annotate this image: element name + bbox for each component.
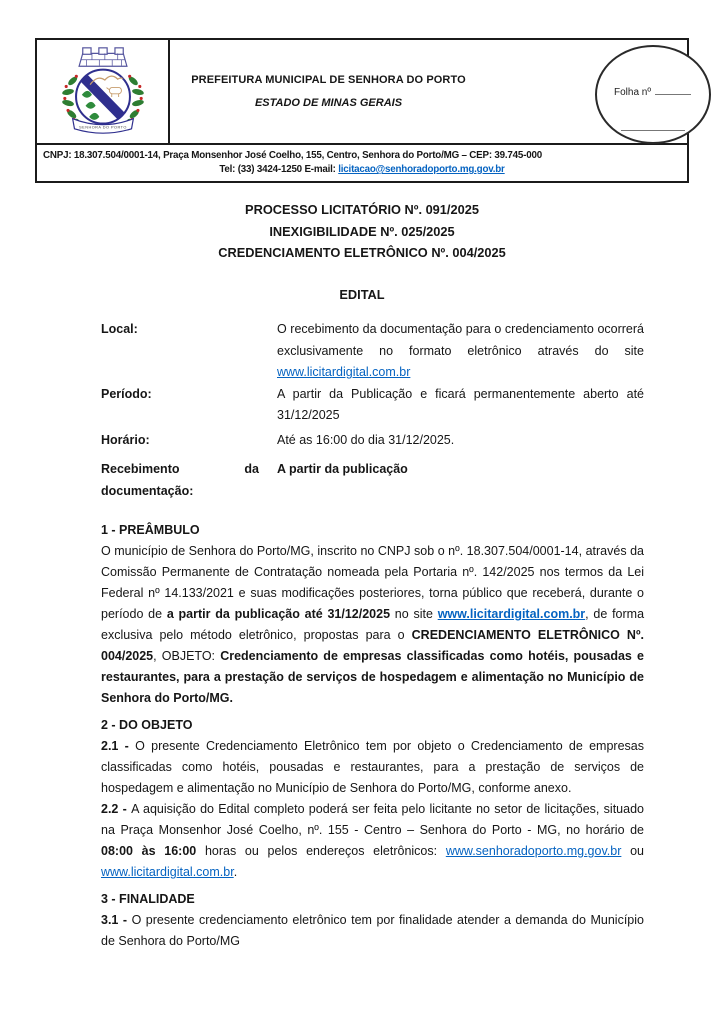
email-link[interactable]: licitacao@senhoradoporto.mg.gov.br	[338, 164, 505, 175]
text-segment: 3.1 -	[101, 913, 132, 927]
org-state: ESTADO DE MINAS GERAIS	[254, 97, 403, 109]
text-segment: 2.1 -	[101, 739, 136, 753]
text-segment: , de forma exclusiva pelo método eletrônico, propostas para o	[101, 607, 645, 642]
info-value	[277, 459, 644, 481]
logo-cell	[37, 40, 170, 143]
inexigibilidade-line: INEXIGIBILIDADE Nº. 025/2025	[269, 223, 455, 239]
edital-heading: EDITAL	[339, 286, 385, 302]
text-segment: , OBJETO:	[153, 649, 221, 663]
text-segment: Até as 16:00 do dia 31/12/2025.	[277, 432, 455, 447]
hyperlink[interactable]: www.senhoradoporto.mg.gov.br	[445, 844, 622, 858]
folha-label: Folha nº	[614, 83, 691, 98]
text-segment: O município de Senhora do Porto/MG, inscrito no CNPJ sob o nº. 18.307.504/0001-14, através da Comissão Permanente de Contratação nomeada pela Portaria nº. 142/2025 nos termos da Lei Federal nº 14.133/2021 e suas modificações posteriores, torna público que receberá, durante o período de	[101, 544, 644, 621]
hyperlink[interactable]: www.licitardigital.com.br	[101, 865, 234, 879]
org-title-cell	[170, 40, 487, 143]
text-segment: 08:00 às 16:00	[101, 844, 197, 858]
text-segment: Credenciamento de empresas classificadas como hotéis, pousadas e restaurantes, para a prestação de serviços de hospedagem e alimentação no Município de Senhora do Porto/MG.	[101, 649, 644, 705]
info-row-local	[101, 319, 644, 384]
text-segment: a partir da publicação até 31/12/2025	[166, 607, 391, 621]
section-heading: 2 - DO OBJETO	[101, 718, 193, 732]
info-row-periodo	[101, 384, 644, 427]
document-header-table	[35, 38, 689, 183]
mural-crown-icon	[79, 47, 127, 65]
phone-email-line	[41, 164, 683, 175]
text-segment: ou	[621, 844, 644, 858]
info-label: Local:	[101, 322, 138, 336]
folha-number-stamp	[595, 45, 711, 144]
section-heading: 3 - FINALIDADE	[101, 892, 195, 906]
paragraph	[101, 799, 644, 883]
summary-info-block	[101, 319, 644, 502]
text-segment: A partir da publicação	[277, 462, 408, 476]
credenciamento-line: CREDENCIAMENTO ELETRÔNICO Nº. 004/2025	[218, 245, 506, 260]
header-top-row	[37, 40, 687, 143]
text-segment: .	[233, 865, 238, 879]
text-segment: CREDENCIAMENTO ELETRÔNICO Nº. 004/2025	[101, 628, 644, 663]
paragraph	[101, 541, 644, 709]
text-segment: horas ou pelos endereços eletrônicos:	[196, 844, 446, 858]
ribbon-text: SENHORA DO PORTO	[78, 124, 127, 129]
org-name: PREFEITURA MUNICIPAL DE SENHORA DO PORTO	[191, 74, 466, 86]
cnpj-address-line: CNPJ: 18.307.504/0001-14, Praça Monsenhor José Coelho, 155, Centro, Senhora do Porto/MG – CEP: 39.745-000	[43, 150, 542, 161]
municipal-coat-of-arms-logo	[55, 46, 151, 138]
folha-blank-line-2	[621, 119, 685, 131]
info-value	[277, 319, 644, 384]
info-value	[277, 430, 644, 452]
info-label: Período:	[101, 386, 152, 401]
header-contact-row	[37, 143, 687, 181]
hyperlink[interactable]: www.licitardigital.com.br	[437, 607, 586, 621]
info-label: Horário:	[101, 432, 150, 447]
paragraph	[101, 736, 644, 799]
text-segment: no site	[390, 607, 438, 621]
text-segment: A aquisição do Edital completo poderá ser feita pelo licitante no setor de licitações, situado na Praça Monsenhor José Coelho, nº. 155 - Centro – Senhora do Porto - MG, no horário de	[101, 802, 644, 837]
info-label: Recebimento da documentação:	[101, 462, 259, 498]
phone-label: Tel: (33) 3424-1250 E-mail:	[219, 164, 339, 175]
section-heading: 1 - PREÂMBULO	[101, 523, 200, 537]
section-do-objeto	[101, 715, 644, 883]
process-number-line: PROCESSO LICITATÓRIO Nº. 091/2025	[245, 202, 479, 217]
text-segment: 2.2 -	[101, 802, 132, 816]
info-row-horario	[101, 430, 644, 452]
hyperlink[interactable]: www.licitardigital.com.br	[277, 365, 411, 379]
section-finalidade	[101, 889, 644, 952]
text-segment: O recebimento da documentação para o credenciamento ocorrerá exclusivamente no formato eletrônico através do site	[277, 322, 644, 358]
text-segment: O presente Credenciamento Eletrônico tem por objeto o Credenciamento de empresas classificadas como hotéis, pousadas e restaurantes, para a prestação de serviços de hospedagem e alimentação no Município de Senhora do Porto/MG, conforme anexo.	[101, 739, 644, 795]
text-segment: O presente credenciamento eletrônico tem por finalidade atender a demanda do Município de Senhora do Porto/MG	[101, 913, 644, 948]
paragraph	[101, 910, 644, 952]
info-value	[277, 384, 644, 427]
section-preambulo	[101, 520, 644, 709]
info-row-recebimento	[101, 459, 644, 502]
process-title-block	[35, 199, 689, 264]
text-segment: A partir da Publicação e ficará permanentemente aberto até 31/12/2025	[277, 386, 644, 422]
folha-blank-line	[655, 83, 691, 95]
